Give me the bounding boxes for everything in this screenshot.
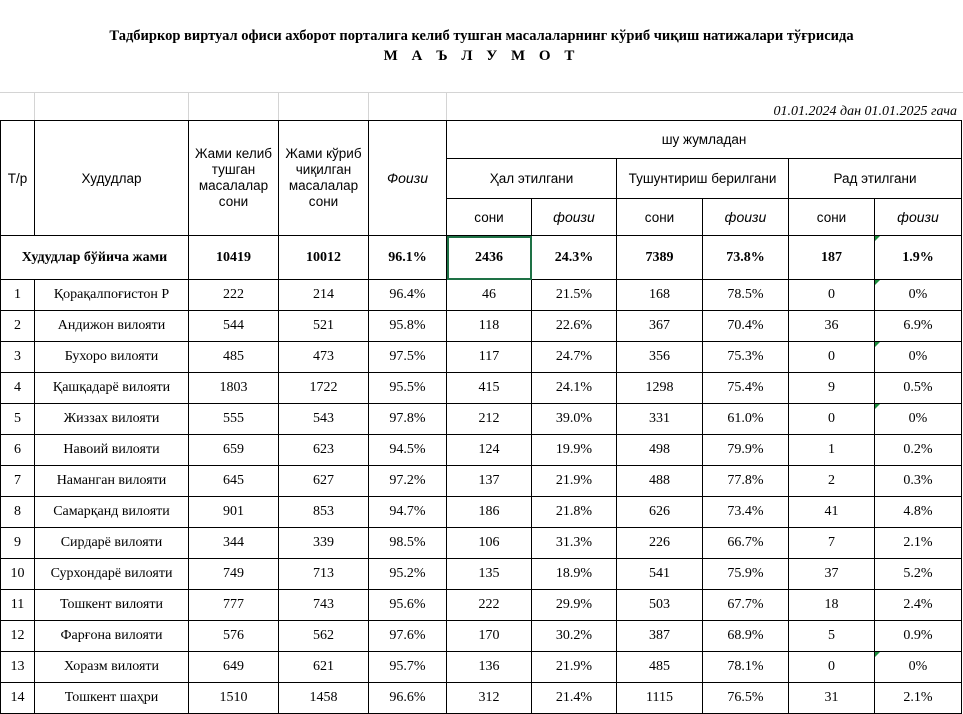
- row-received[interactable]: 749: [189, 559, 279, 590]
- table-row: [1, 311, 962, 342]
- header-percent: Фоизи: [369, 121, 447, 236]
- row-explained[interactable]: 226: [617, 528, 703, 559]
- row-num: 2: [1, 311, 35, 342]
- row-explained[interactable]: 541: [617, 559, 703, 590]
- table-row: [1, 280, 962, 311]
- row-percent[interactable]: 97.5%: [369, 342, 447, 373]
- row-percent[interactable]: 95.5%: [369, 373, 447, 404]
- row-explained[interactable]: 503: [617, 590, 703, 621]
- row-received[interactable]: 649: [189, 652, 279, 683]
- table-row: [1, 652, 962, 683]
- row-explained[interactable]: 626: [617, 497, 703, 528]
- row-rejected-pct[interactable]: 0%: [875, 404, 962, 435]
- row-explained-pct[interactable]: 78.1%: [703, 652, 789, 683]
- row-reviewed[interactable]: 627: [279, 466, 369, 497]
- row-resolved[interactable]: 135: [447, 559, 532, 590]
- header-num: Т/р: [1, 121, 35, 236]
- row-resolved[interactable]: 222: [447, 590, 532, 621]
- header-rejected: Рад этилгани: [789, 159, 962, 199]
- header-explained-share: фоизи: [703, 199, 789, 236]
- row-rejected-pct[interactable]: 6.9%: [875, 311, 962, 342]
- header-including: шу жумладан: [447, 121, 962, 159]
- row-num: 1: [1, 280, 35, 311]
- row-num: 10: [1, 559, 35, 590]
- row-reviewed[interactable]: 339: [279, 528, 369, 559]
- table-row: [1, 373, 962, 404]
- row-explained-pct[interactable]: 61.0%: [703, 404, 789, 435]
- row-rejected-pct[interactable]: 2.4%: [875, 590, 962, 621]
- row-received[interactable]: 1803: [189, 373, 279, 404]
- total-explained[interactable]: 7389: [617, 236, 703, 280]
- table-row: [1, 559, 962, 590]
- row-percent[interactable]: 94.7%: [369, 497, 447, 528]
- header-explained: Тушунтириш берилгани: [617, 159, 789, 199]
- row-rejected[interactable]: 18: [789, 590, 875, 621]
- row-rejected-pct[interactable]: 0.5%: [875, 373, 962, 404]
- row-explained[interactable]: 1115: [617, 683, 703, 714]
- row-resolved[interactable]: 118: [447, 311, 532, 342]
- row-rejected-pct[interactable]: 2.1%: [875, 528, 962, 559]
- row-explained[interactable]: 485: [617, 652, 703, 683]
- row-reviewed[interactable]: 623: [279, 435, 369, 466]
- total-reviewed[interactable]: 10012: [279, 236, 369, 280]
- total-rejected[interactable]: 187: [789, 236, 875, 280]
- row-reviewed[interactable]: 521: [279, 311, 369, 342]
- row-rejected[interactable]: 36: [789, 311, 875, 342]
- row-rejected[interactable]: 1: [789, 435, 875, 466]
- row-resolved[interactable]: 136: [447, 652, 532, 683]
- row-num: 14: [1, 683, 35, 714]
- row-num: 13: [1, 652, 35, 683]
- row-explained-pct[interactable]: 75.4%: [703, 373, 789, 404]
- row-rejected[interactable]: 0: [789, 652, 875, 683]
- row-num: 6: [1, 435, 35, 466]
- table-row: [1, 435, 962, 466]
- row-explained[interactable]: 387: [617, 621, 703, 652]
- header-explained-count: сони: [617, 199, 703, 236]
- total-rejected-pct[interactable]: 1.9%: [875, 236, 962, 280]
- row-resolved[interactable]: 117: [447, 342, 532, 373]
- table-row: [1, 497, 962, 528]
- header-received: Жами келиб тушган масалалар сони: [189, 121, 279, 236]
- row-received[interactable]: 222: [189, 280, 279, 311]
- row-explained-pct[interactable]: 77.8%: [703, 466, 789, 497]
- row-resolved[interactable]: 415: [447, 373, 532, 404]
- row-rejected[interactable]: 31: [789, 683, 875, 714]
- row-explained[interactable]: 498: [617, 435, 703, 466]
- row-percent[interactable]: 94.5%: [369, 435, 447, 466]
- row-resolved-pct[interactable]: 39.0%: [532, 404, 617, 435]
- row-region: Хоразм вилояти: [35, 652, 189, 683]
- header-rejected-share: фоизи: [875, 199, 962, 236]
- row-percent[interactable]: 95.7%: [369, 652, 447, 683]
- row-rejected-pct[interactable]: 0.9%: [875, 621, 962, 652]
- row-received[interactable]: 659: [189, 435, 279, 466]
- row-resolved-pct[interactable]: 21.4%: [532, 683, 617, 714]
- row-rejected-pct[interactable]: 5.2%: [875, 559, 962, 590]
- row-region: Жиззах вилояти: [35, 404, 189, 435]
- row-explained-pct[interactable]: 76.5%: [703, 683, 789, 714]
- header-region: Худудлар: [35, 121, 189, 236]
- row-percent[interactable]: 95.2%: [369, 559, 447, 590]
- row-explained[interactable]: 168: [617, 280, 703, 311]
- row-percent[interactable]: 95.6%: [369, 590, 447, 621]
- row-percent[interactable]: 97.6%: [369, 621, 447, 652]
- row-num: 12: [1, 621, 35, 652]
- row-rejected-pct[interactable]: 0%: [875, 280, 962, 311]
- total-resolved-selected-cell[interactable]: 2436: [447, 236, 532, 280]
- row-region: Навоий вилояти: [35, 435, 189, 466]
- row-num: 4: [1, 373, 35, 404]
- row-region: Сурхондарё вилояти: [35, 559, 189, 590]
- header-resolved-count: сони: [447, 199, 532, 236]
- table-row: [1, 683, 962, 714]
- row-explained[interactable]: 1298: [617, 373, 703, 404]
- row-rejected[interactable]: 5: [789, 621, 875, 652]
- report-title: Тадбиркор виртуал офиси ахборот порталига келиб тушган масалаларнинг кўриб чиқиш натижалари тўғрисида: [109, 28, 854, 44]
- table-row: [1, 590, 962, 621]
- row-rejected-pct[interactable]: 2.1%: [875, 683, 962, 714]
- row-received[interactable]: 901: [189, 497, 279, 528]
- row-received[interactable]: 576: [189, 621, 279, 652]
- row-explained[interactable]: 356: [617, 342, 703, 373]
- row-reviewed[interactable]: 562: [279, 621, 369, 652]
- total-received[interactable]: 10419: [189, 236, 279, 280]
- row-explained-pct[interactable]: 79.9%: [703, 435, 789, 466]
- row-region: Қашқадарё вилояти: [35, 373, 189, 404]
- header-rejected-count: сони: [789, 199, 875, 236]
- table-row: [1, 528, 962, 559]
- report-period: 01.01.2024 дан 01.01.2025 гача: [773, 104, 957, 119]
- row-resolved-pct[interactable]: 24.7%: [532, 342, 617, 373]
- row-rejected[interactable]: 0: [789, 404, 875, 435]
- row-resolved[interactable]: 312: [447, 683, 532, 714]
- row-explained-pct[interactable]: 67.7%: [703, 590, 789, 621]
- row-explained-pct[interactable]: 66.7%: [703, 528, 789, 559]
- row-resolved[interactable]: 170: [447, 621, 532, 652]
- row-region: Тошкент шаҳри: [35, 683, 189, 714]
- row-region: Андижон вилояти: [35, 311, 189, 342]
- row-resolved-pct[interactable]: 19.9%: [532, 435, 617, 466]
- row-percent[interactable]: 95.8%: [369, 311, 447, 342]
- row-num: 3: [1, 342, 35, 373]
- row-reviewed[interactable]: 743: [279, 590, 369, 621]
- row-resolved-pct[interactable]: 29.9%: [532, 590, 617, 621]
- row-resolved-pct[interactable]: 21.9%: [532, 652, 617, 683]
- row-reviewed[interactable]: 543: [279, 404, 369, 435]
- total-row: [1, 236, 962, 280]
- row-rejected-pct[interactable]: 0.2%: [875, 435, 962, 466]
- row-explained-pct[interactable]: 78.5%: [703, 280, 789, 311]
- row-resolved-pct[interactable]: 21.8%: [532, 497, 617, 528]
- total-label: Худудлар бўйича жами: [1, 236, 189, 280]
- row-num: 11: [1, 590, 35, 621]
- row-num: 9: [1, 528, 35, 559]
- row-explained[interactable]: 331: [617, 404, 703, 435]
- row-resolved[interactable]: 46: [447, 280, 532, 311]
- row-num: 8: [1, 497, 35, 528]
- row-region: Самарқанд вилояти: [35, 497, 189, 528]
- row-rejected[interactable]: 9: [789, 373, 875, 404]
- row-explained-pct[interactable]: 73.4%: [703, 497, 789, 528]
- row-rejected[interactable]: 41: [789, 497, 875, 528]
- row-num: 5: [1, 404, 35, 435]
- row-rejected-pct[interactable]: 0.3%: [875, 466, 962, 497]
- row-percent[interactable]: 96.4%: [369, 280, 447, 311]
- row-region: Бухоро вилояти: [35, 342, 189, 373]
- row-region: Тошкент вилояти: [35, 590, 189, 621]
- table-row: [1, 621, 962, 652]
- row-resolved[interactable]: 124: [447, 435, 532, 466]
- header-reviewed: Жами кўриб чиқилган масалалар сони: [279, 121, 369, 236]
- row-rejected-pct[interactable]: 0%: [875, 652, 962, 683]
- row-rejected[interactable]: 0: [789, 342, 875, 373]
- row-resolved[interactable]: 186: [447, 497, 532, 528]
- row-region: Фарғона вилояти: [35, 621, 189, 652]
- row-resolved-pct[interactable]: 22.6%: [532, 311, 617, 342]
- row-rejected-pct[interactable]: 4.8%: [875, 497, 962, 528]
- row-rejected-pct[interactable]: 0%: [875, 342, 962, 373]
- row-received[interactable]: 485: [189, 342, 279, 373]
- row-rejected[interactable]: 2: [789, 466, 875, 497]
- row-resolved[interactable]: 212: [447, 404, 532, 435]
- row-resolved[interactable]: 137: [447, 466, 532, 497]
- table-row: [1, 342, 962, 373]
- row-received[interactable]: 555: [189, 404, 279, 435]
- row-percent[interactable]: 97.8%: [369, 404, 447, 435]
- row-region: Сирдарё вилояти: [35, 528, 189, 559]
- row-explained-pct[interactable]: 75.3%: [703, 342, 789, 373]
- header-resolved-share: фоизи: [532, 199, 617, 236]
- row-reviewed[interactable]: 1458: [279, 683, 369, 714]
- row-explained-pct[interactable]: 68.9%: [703, 621, 789, 652]
- row-reviewed[interactable]: 713: [279, 559, 369, 590]
- table-row: [1, 466, 962, 497]
- total-resolved-pct[interactable]: 24.3%: [532, 236, 617, 280]
- row-resolved-pct[interactable]: 30.2%: [532, 621, 617, 652]
- row-percent[interactable]: 98.5%: [369, 528, 447, 559]
- row-rejected[interactable]: 0: [789, 280, 875, 311]
- row-explained[interactable]: 367: [617, 311, 703, 342]
- row-reviewed[interactable]: 473: [279, 342, 369, 373]
- row-region: Наманган вилояти: [35, 466, 189, 497]
- row-region: Қорақалпоғистон Р: [35, 280, 189, 311]
- row-resolved-pct[interactable]: 31.3%: [532, 528, 617, 559]
- row-resolved-pct[interactable]: 24.1%: [532, 373, 617, 404]
- row-resolved-pct[interactable]: 21.9%: [532, 466, 617, 497]
- total-percent[interactable]: 96.1%: [369, 236, 447, 280]
- row-num: 7: [1, 466, 35, 497]
- row-resolved-pct[interactable]: 18.9%: [532, 559, 617, 590]
- table-row: [1, 404, 962, 435]
- header-resolved: Ҳал этилгани: [447, 159, 617, 199]
- report-title-block: [0, 0, 963, 92]
- row-reviewed[interactable]: 1722: [279, 373, 369, 404]
- row-received[interactable]: 1510: [189, 683, 279, 714]
- row-percent[interactable]: 96.6%: [369, 683, 447, 714]
- row-reviewed[interactable]: 214: [279, 280, 369, 311]
- row-received[interactable]: 344: [189, 528, 279, 559]
- row-explained-pct[interactable]: 70.4%: [703, 311, 789, 342]
- row-explained-pct[interactable]: 75.9%: [703, 559, 789, 590]
- row-rejected[interactable]: 37: [789, 559, 875, 590]
- row-received[interactable]: 777: [189, 590, 279, 621]
- row-percent[interactable]: 97.2%: [369, 466, 447, 497]
- report-heading: М А Ъ Л У М О Т: [383, 48, 580, 64]
- row-received[interactable]: 544: [189, 311, 279, 342]
- report-table: [0, 120, 962, 714]
- total-explained-pct[interactable]: 73.8%: [703, 236, 789, 280]
- row-reviewed[interactable]: 853: [279, 497, 369, 528]
- row-reviewed[interactable]: 621: [279, 652, 369, 683]
- row-rejected[interactable]: 7: [789, 528, 875, 559]
- row-resolved-pct[interactable]: 21.5%: [532, 280, 617, 311]
- row-received[interactable]: 645: [189, 466, 279, 497]
- row-resolved[interactable]: 106: [447, 528, 532, 559]
- row-explained[interactable]: 488: [617, 466, 703, 497]
